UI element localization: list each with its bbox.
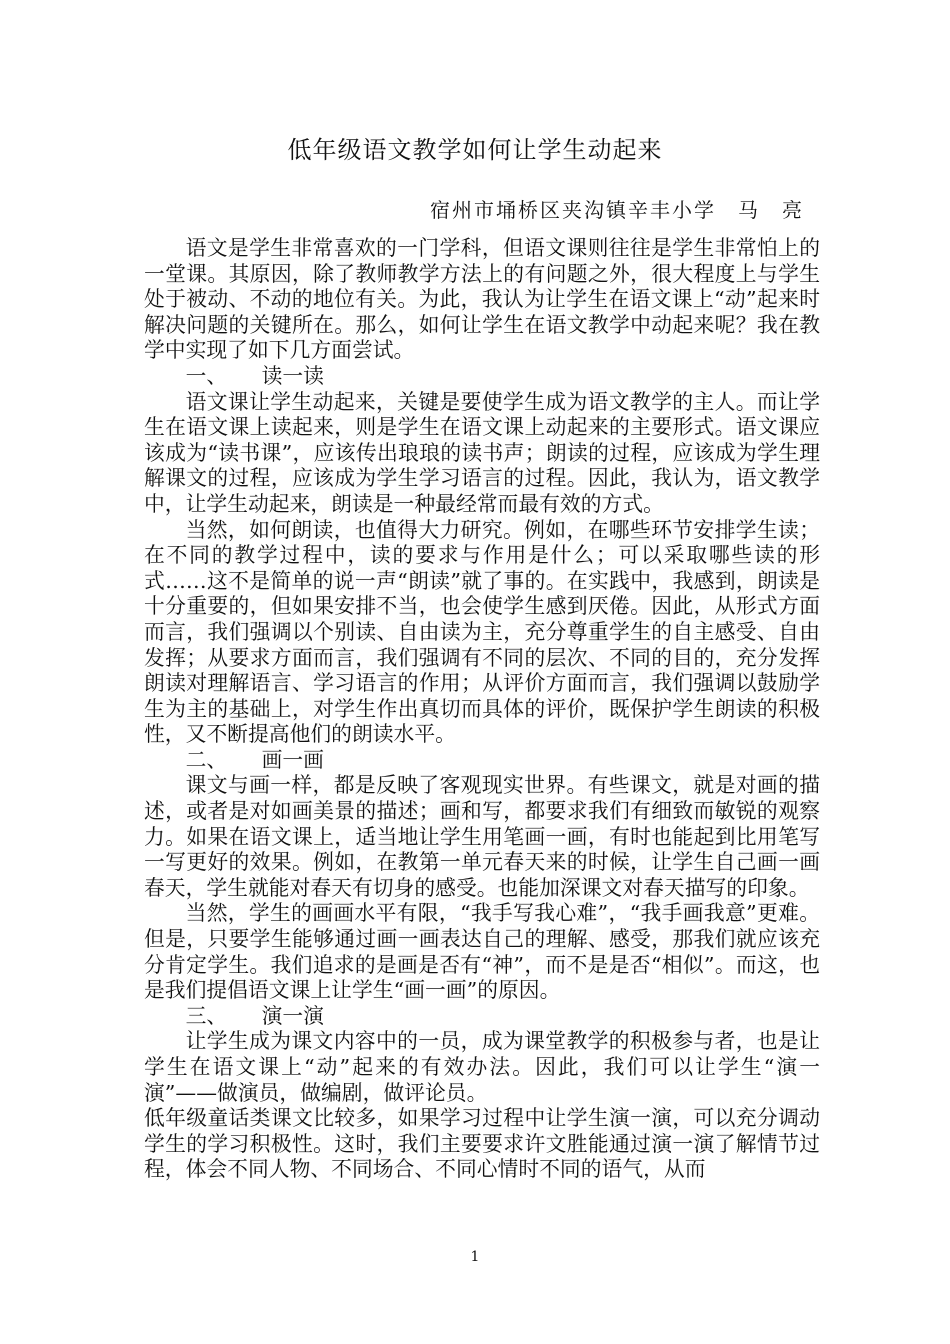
intro-paragraph: 语文是学生非常喜欢的一门学科，但语文课则往往是学生非常怕上的一堂课。其原因，除了教师教学方法上的有问题之外，很大程度上与学生处于被动、不动的地位有关。为此，我认为让学生在语文课上“动”起来时解决问题的关键所在。那么，如何让学生在语文教学中动起来呢？我在教学中实现了如下几方面尝试。	[144, 236, 820, 363]
section-heading-3	[144, 1004, 820, 1030]
body-paragraph: 让学生成为课文内容中的一员，成为课堂教学的积极参与者，也是让学生在语文课上“动”起来的有效办法。因此，我们可以让学生“演一演”——做演员，做编剧，做评论员。	[144, 1029, 820, 1105]
section-heading-1	[144, 364, 820, 390]
section-number: 三、	[185, 1003, 228, 1028]
section-title: 画一画	[261, 747, 324, 772]
section-title: 读一读	[261, 363, 324, 388]
section-title: 演一演	[261, 1003, 324, 1028]
document-body	[144, 236, 820, 1183]
section-number: 二、	[185, 747, 228, 772]
page-number: 1	[470, 1249, 480, 1265]
author-line: 宿州市埇桥区夹沟镇辛丰小学 马 亮	[430, 198, 804, 222]
body-paragraph: 当然，如何朗读，也值得大力研究。例如，在哪些环节安排学生读；在不同的教学过程中，读的要求与作用是什么；可以采取哪些读的形式……这不是简单的说一声“朗读”就了事的。在实践中，我感到，朗读是十分重要的，但如果安排不当，也会使学生感到厌倦。因此，从形式方面而言，我们强调以个别读、自由读为主，充分尊重学生的自主感受、自由发挥；从要求方面而言，我们强调有不同的层次、不同的目的，充分发挥朗读对理解语言、学习语言的作用；从评价方面而言，我们强调以鼓励学生为主的基础上，对学生作出真切而具体的评价，既保护学生朗读的积极性，又不断提高他们的朗读水平。	[144, 517, 820, 747]
body-paragraph: 课文与画一样，都是反映了客观现实世界。有些课文，就是对画的描述，或者是对如画美景的描述；画和写，都要求我们有细致而敏锐的观察力。如果在语文课上，适当地让学生用笔画一画，有时也能起到比用笔写一写更好的效果。例如，在教第一单元春天来的时候，让学生自己画一画春天，学生就能对春天有切身的感受。也能加深课文对春天描写的印象。	[144, 773, 820, 900]
body-paragraph: 语文课让学生动起来，关键是要使学生成为语文教学的主人。而让学生在语文课上读起来，则是学生在语文课上动起来的主要形式。语文课应该成为“读书课”，应该传出琅琅的读书声；朗读的过程，应该成为学生理解课文的过程，应该成为学生学习语言的过程。因此，我认为，语文教学中，让学生动起来，朗读是一种最经常而最有效的方式。	[144, 389, 820, 516]
section-heading-2	[144, 748, 820, 774]
body-paragraph: 低年级童话类课文比较多，如果学习过程中让学生演一演，可以充分调动学生的学习积极性。这时，我们主要要求许文胜能通过演一演了解情节过程，体会不同人物、不同场合、不同心情时不同的语气，从而	[144, 1106, 820, 1182]
document-title: 低年级语文教学如何让学生动起来	[287, 136, 663, 164]
section-number: 一、	[185, 363, 228, 388]
body-paragraph: 当然，学生的画画水平有限，“我手写我心难”，“我手画我意”更难。但是，只要学生能够通过画一画表达自己的理解、感受，那我们就应该充分肯定学生。我们追求的是画是否有“神”，而不是是否“相似”。而这，也是我们提倡语文课上让学生“画一画”的原因。	[144, 901, 820, 1003]
